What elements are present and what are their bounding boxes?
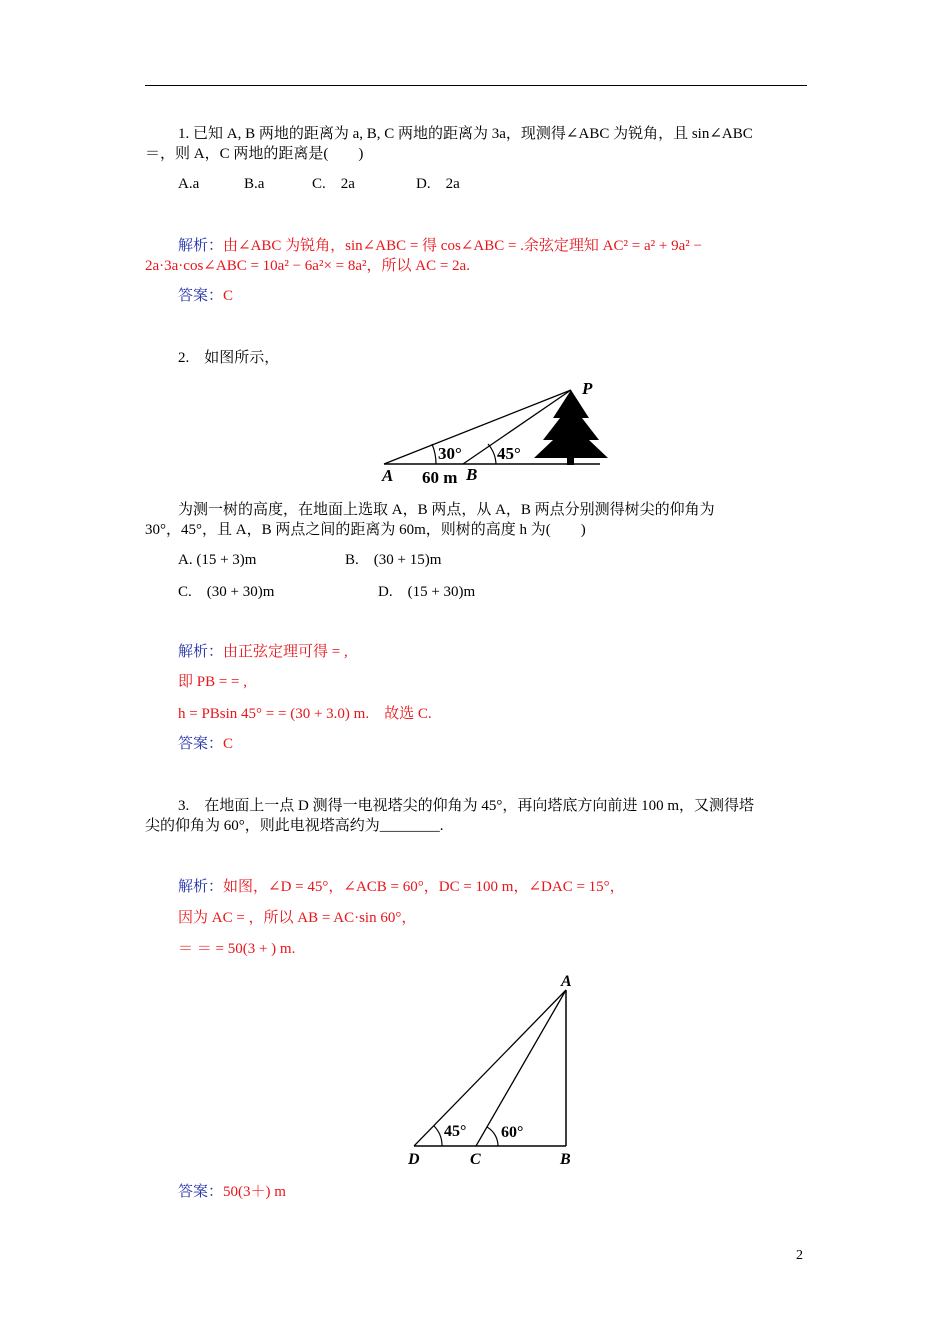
q3-tower-figure: [400, 970, 590, 1170]
q2-analysis-line1: [178, 642, 807, 662]
q2-answer-label: 答案：: [178, 736, 224, 752]
q3-angle-45: 45°: [444, 1123, 467, 1140]
q1-stem-line2: ＝，则 A，C 两地的距离是( ): [145, 146, 364, 162]
q2-tree-figure: [378, 378, 608, 488]
q2-label-b: B: [466, 465, 478, 484]
tree-icon: [534, 390, 608, 465]
q3-analysis-line2: 因为 AC = ，所以 AB = AC·sin 60°，: [178, 910, 417, 926]
q2-angle-arc-a: [432, 444, 436, 464]
q3-answer: [178, 1182, 807, 1202]
q2-analysis-line3: h = PBsin 45° = = (30 + 3.0) m. 故选 C.: [178, 706, 432, 722]
q3-angle-arc-c: [487, 1127, 498, 1146]
q2-angle-45: 45°: [497, 444, 521, 463]
q3-label-a: A: [561, 973, 572, 990]
q3-analysis-label: 解析：: [178, 879, 224, 895]
q3-analysis-line3: ＝ ＝ = 50(3 + ) m.: [178, 941, 296, 957]
q1-answer-label: 答案：: [178, 288, 224, 304]
q2-analysis-line2: 即 PB = = ,: [178, 674, 248, 690]
q3-angle-60: 60°: [501, 1124, 524, 1141]
q2-answer-value: C: [223, 736, 234, 752]
q1-answer-value: C: [223, 288, 234, 304]
q2-analysis-label: 解析：: [178, 644, 224, 660]
q2-option-a: A. (15 + 3)m: [178, 552, 257, 568]
q2-label-a: A: [382, 466, 394, 485]
q1-analysis-line2: 2a·3a·cos∠ABC = 10a² − 6a²× = 8a²，所以 AC = 2a.: [145, 258, 470, 274]
q3-answer-value: 50(3＋) m: [223, 1184, 286, 1200]
q3-analysis-line1: [178, 877, 807, 897]
q2-option-b: B. (30 + 15)m: [345, 552, 442, 568]
q2-intro: 2. 如图所示，: [178, 350, 280, 366]
q1-option-a: A.a: [178, 176, 200, 192]
q1-option-c: C. 2a: [312, 176, 355, 192]
q1-analysis-text1: 由∠ABC 为锐角，sin∠ABC = 得 cos∠ABC = .余弦定理知 AC² = a² + 9a² −: [223, 238, 702, 254]
q2-distance: 60 m: [422, 468, 458, 487]
q2-angle-arc-b: [488, 444, 496, 464]
header-rule: [145, 85, 807, 86]
q2-analysis-text1: 由正弦定理可得 = ,: [223, 644, 348, 660]
q3-analysis-text1: 如图，∠D = 45°，∠ACB = 60°，DC = 100 m，∠DAC = 15°，: [223, 879, 625, 895]
q3-stem-line2: 尖的仰角为 60°，则此电视塔高约为________.: [145, 818, 444, 834]
q1-analysis-line1: [178, 236, 807, 256]
q1-answer: [178, 286, 807, 306]
q1-stem-line1: 1. 已知 A, B 两地的距离为 a, B, C 两地的距离为 3a，现测得∠ABC 为锐角，且 sin∠ABC: [178, 126, 753, 142]
q3-angle-arc-d: [434, 1126, 442, 1146]
q2-answer: [178, 734, 807, 754]
q3-label-c: C: [470, 1151, 481, 1168]
page-number: 2: [796, 1248, 803, 1263]
q2-label-p: P: [582, 379, 593, 398]
q3-stem-line1: 3. 在地面上一点 D 测得一电视塔尖的仰角为 45°，再向塔底方向前进 100 m，又测得塔: [178, 798, 755, 814]
q3-label-d: D: [408, 1151, 420, 1168]
q2-stem-line2: 30°，45°，且 A，B 两点之间的距离为 60m，则树的高度 h 为( ): [145, 522, 586, 538]
q1-option-d: D. 2a: [416, 176, 460, 192]
q2-angle-30: 30°: [438, 444, 462, 463]
q2-stem-line1: 为测一树的高度，在地面上选取 A，B 两点，从 A，B 两点分别测得树尖的仰角为: [178, 502, 715, 518]
q3-answer-label: 答案：: [178, 1184, 224, 1200]
q3-label-b: B: [560, 1151, 571, 1168]
q2-option-d: D. (15 + 30)m: [378, 584, 476, 600]
q1-option-b: B.a: [244, 176, 265, 192]
q1-analysis-label: 解析：: [178, 238, 224, 254]
q2-option-c: C. (30 + 30)m: [178, 584, 275, 600]
